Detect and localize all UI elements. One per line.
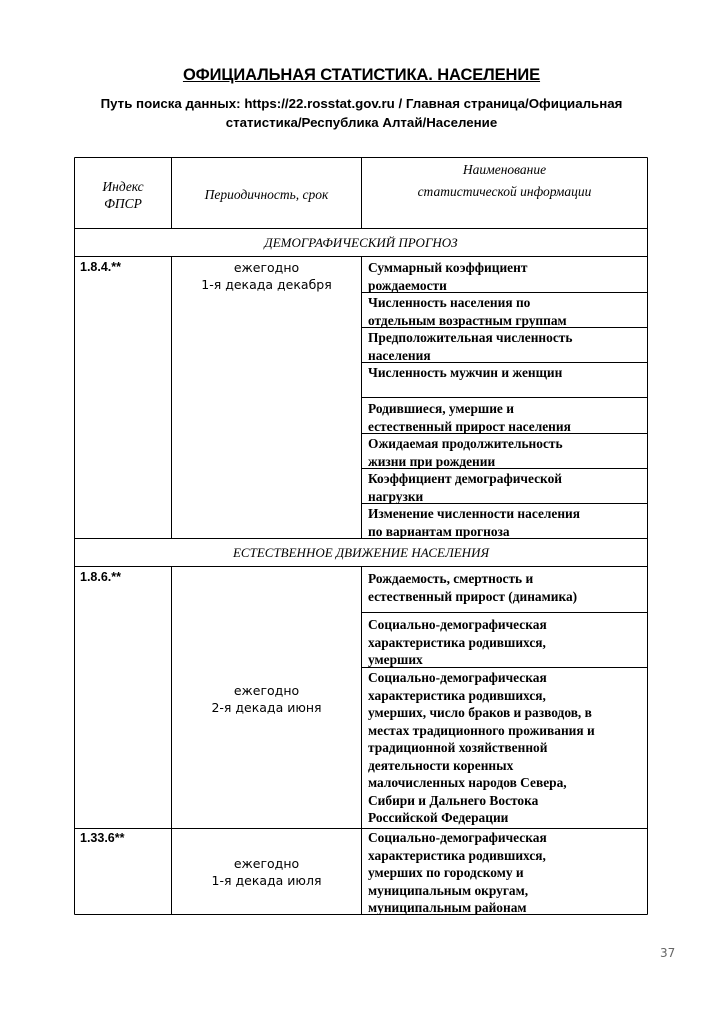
item-line: характеристика родившихся, [368, 634, 546, 650]
header-index-line-1: Индекс [102, 179, 144, 194]
breadcrumb-line-2: статистика/Республика Алтай/Население [225, 115, 498, 130]
list-item [368, 435, 563, 470]
header-period: Периодичность, срок [204, 187, 329, 202]
index-code: 1.8.4.** [80, 260, 122, 274]
list-item [368, 570, 577, 605]
list-item [368, 400, 571, 435]
item-line: Социально-демографическая [368, 670, 547, 685]
period-frequency: ежегодно [233, 260, 300, 275]
index-code: 1.8.6.** [80, 570, 122, 584]
item-line: Численность населения по [368, 295, 531, 310]
list-item [368, 329, 572, 364]
header-index-line-2: ФПСР [104, 196, 142, 211]
item-line: традиционной хозяйственной [368, 740, 548, 755]
section-title-demographic-forecast: ДЕМОГРАФИЧЕСКИЙ ПРОГНОЗ [264, 235, 458, 250]
list-item [368, 259, 527, 294]
item-line: по вариантам прогноза [368, 523, 510, 539]
item-line: Родившиеся, умершие и [368, 401, 514, 416]
item-line: умерших по городскому и [368, 865, 524, 880]
period-deadline: 1-я декада декабря [201, 277, 332, 292]
page-number: 37 [660, 946, 676, 960]
item-line: местах традиционного проживания и [368, 722, 595, 738]
period-deadline: 1-я декада июля [211, 873, 322, 888]
period-cell [172, 682, 361, 716]
item-line: Предположительная численность [368, 330, 573, 345]
header-name-line-1: Наименование [462, 162, 547, 177]
period-frequency: ежегодно [233, 856, 300, 871]
search-path [80, 94, 643, 132]
item-line: отдельным возрастным группам [368, 312, 567, 328]
index-code: 1.33.6** [80, 831, 125, 845]
item-line: нагрузки [368, 488, 424, 504]
item-line: Социально-демографическая [368, 617, 547, 632]
item-line: характеристика родившихся, [368, 847, 546, 863]
item-line: Изменение численности населения [368, 506, 581, 521]
item-line: Коэффициент демографической [368, 471, 562, 486]
list-item [368, 616, 547, 669]
item-line: Социально-демографическая [368, 830, 547, 845]
item-line: рождаемости [368, 277, 447, 293]
item-line: населения [368, 347, 431, 363]
header-index [75, 178, 171, 212]
period-cell [172, 259, 361, 293]
header-name [362, 159, 647, 203]
list-item [368, 364, 562, 382]
list-item [368, 505, 580, 540]
item-line: жизни при рождении [368, 453, 496, 469]
header-name-line-2: статистической информации [417, 184, 592, 199]
item-line: малочисленных народов Севера, [368, 775, 567, 790]
item-line: Российской Федерации [368, 810, 509, 825]
period-cell [172, 855, 361, 889]
rosstat-link[interactable]: https://22.rosstat.gov.ru [244, 96, 395, 111]
item-line: умерших [368, 652, 423, 667]
list-item [368, 669, 595, 827]
list-item [368, 829, 547, 917]
item-line: умерших, число браков и разводов, в [368, 705, 592, 720]
item-line: характеристика родившихся, [368, 687, 546, 703]
page-title: ОФИЦИАЛЬНАЯ СТАТИСТИКА. НАСЕЛЕНИЕ [182, 66, 541, 84]
item-line: естественный прирост населения [368, 418, 571, 434]
item-line: Суммарный коэффициент [368, 260, 528, 275]
list-item [368, 470, 562, 505]
list-item [368, 294, 567, 329]
breadcrumb-line-1: / Главная страница/Официальная [398, 96, 623, 111]
section-title-natural-movement: ЕСТЕСТВЕННОЕ ДВИЖЕНИЕ НАСЕЛЕНИЯ [232, 545, 490, 560]
item-line: Численность мужчин и женщин [368, 365, 563, 380]
item-line: муниципальным районам [368, 900, 527, 915]
period-frequency: ежегодно [233, 683, 300, 698]
item-line: Рождаемость, смертность и [368, 571, 534, 586]
item-line: Сибири и Дальнего Востока [368, 792, 539, 808]
search-path-label: Путь поиска данных: [100, 96, 241, 111]
item-line: Ожидаемая продолжительность [368, 436, 563, 451]
item-line: естественный прирост (динамика) [368, 588, 578, 604]
period-deadline: 2-я декада июня [211, 700, 322, 715]
item-line: муниципальным округам, [368, 882, 529, 898]
item-line: деятельности коренных [368, 757, 514, 773]
